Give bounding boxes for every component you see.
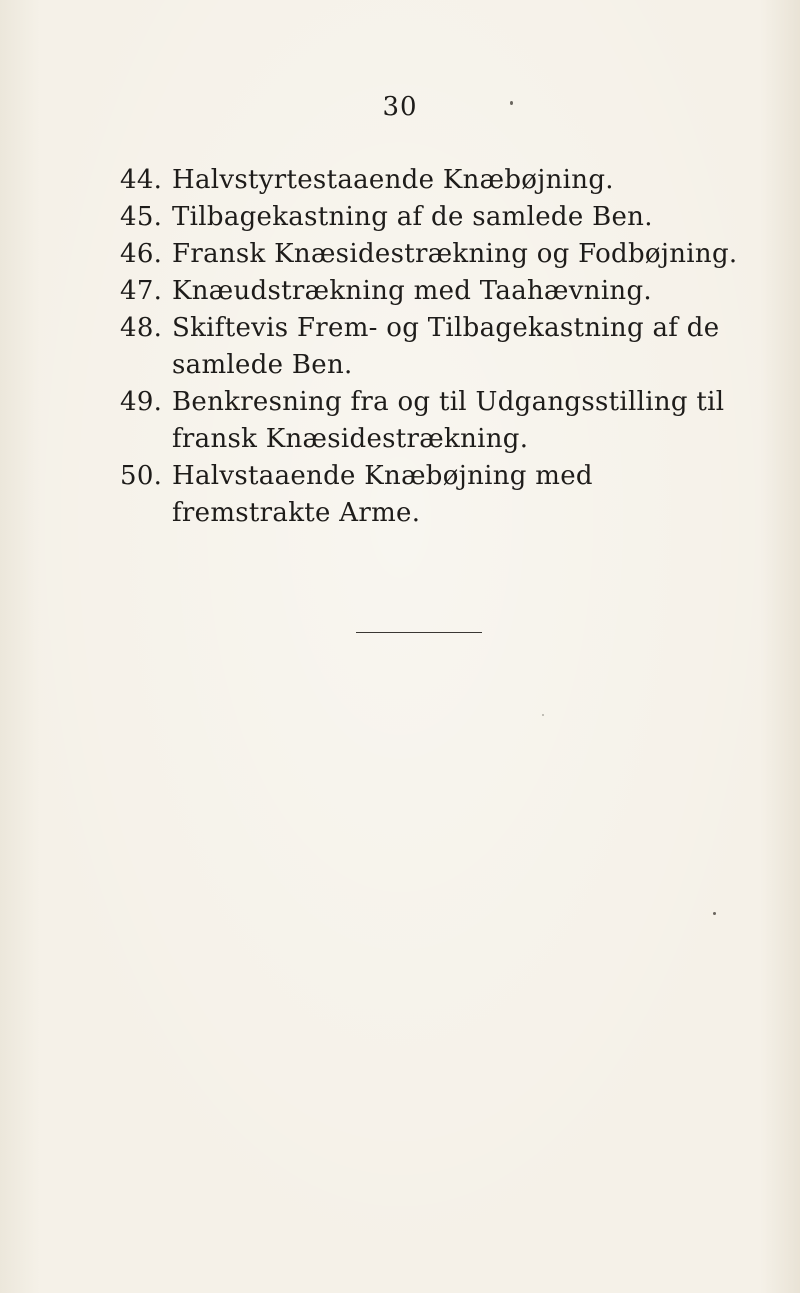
list-item-text: Halvstaaende Knæbøjning med fremstrakte Arme. [172, 461, 593, 528]
list-item-text: Tilbagekastning af de samlede Ben. [172, 202, 653, 232]
list-item-number: 45. [120, 202, 163, 232]
list-item [120, 273, 760, 310]
exercise-list [120, 162, 760, 532]
list-item-number: 47. [120, 276, 163, 306]
list-item [120, 384, 760, 458]
page-number: 30 [382, 92, 418, 122]
list-item-number: 49. [120, 387, 163, 417]
list-item-number: 44. [120, 165, 163, 195]
section-divider [356, 632, 482, 633]
list-item [120, 458, 760, 532]
list-item-text: Knæudstrækning med Taahævning. [172, 276, 652, 306]
list-item [120, 199, 760, 236]
list-item [120, 236, 760, 273]
list-item-number: 46. [120, 239, 163, 269]
list-item [120, 310, 760, 384]
list-item-number: 50. [120, 461, 163, 491]
list-item [120, 162, 760, 199]
paper-speck [510, 101, 513, 105]
list-item-number: 48. [120, 313, 163, 343]
paper-speck [713, 912, 716, 915]
list-item-text: Halvstyrtestaaende Knæbøjning. [172, 165, 614, 195]
paper-speck [542, 714, 544, 716]
list-item-text: Skiftevis Frem- og Tilbagekastning af de samlede Ben. [172, 313, 720, 380]
list-item-text: Fransk Knæsidestrækning og Fodbøjning. [172, 239, 738, 269]
list-item-text: Benkresning fra og til Udgangsstilling til fransk Knæsidestrækning. [172, 387, 725, 454]
